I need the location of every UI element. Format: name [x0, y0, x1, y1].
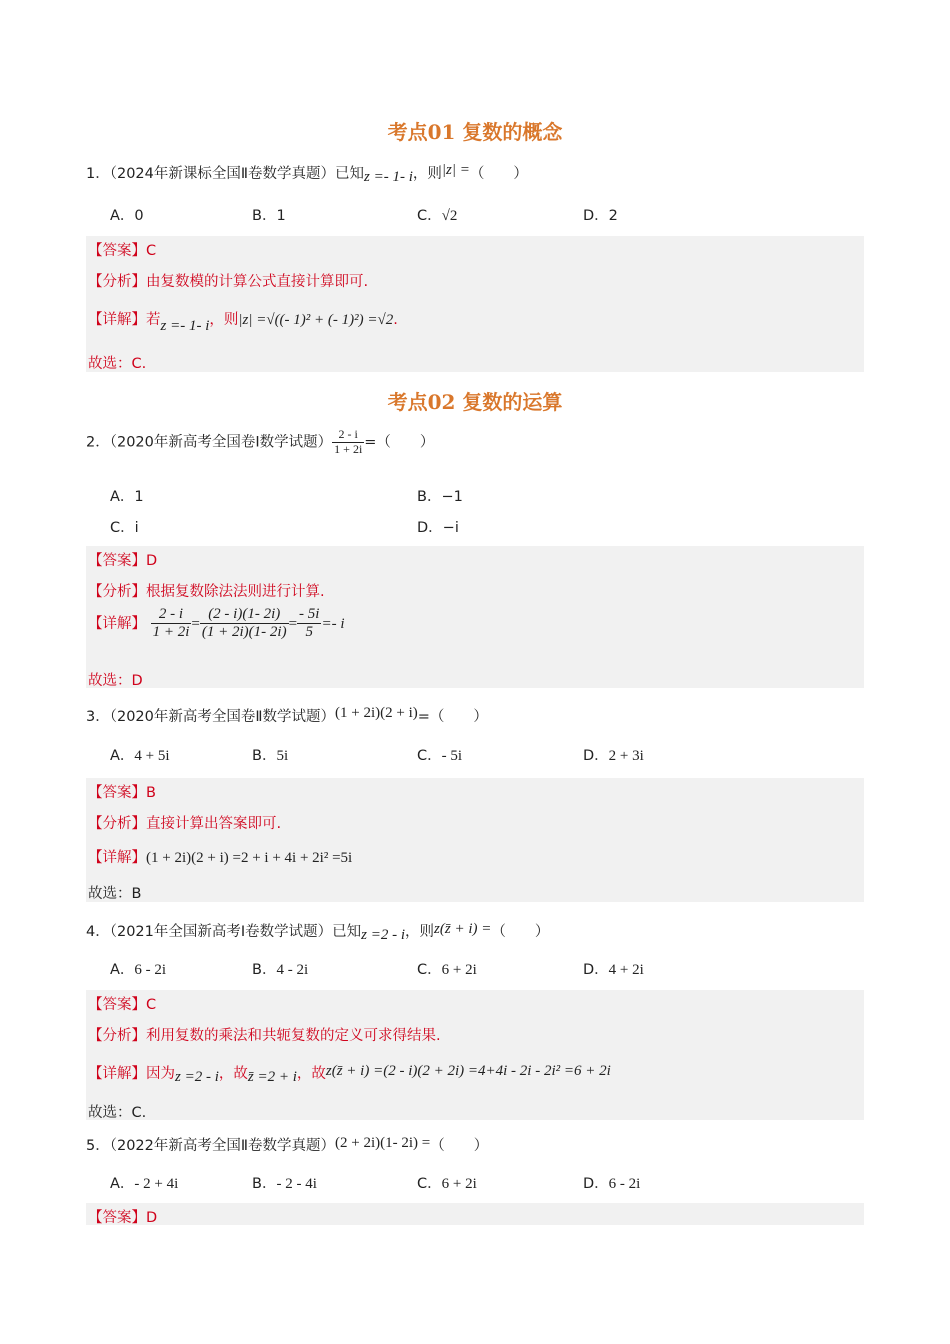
question-source: （2022年新高考全国Ⅱ卷数学真题）: [109, 1138, 336, 1154]
question-source: （2020年新高考全国卷Ⅰ数学试题）: [109, 434, 333, 451]
option-c[interactable]: C．i: [110, 520, 139, 536]
option-b[interactable]: B．- 2 - 4i: [252, 1176, 317, 1192]
question-number: 3．: [86, 709, 110, 725]
math-expression: z =- 1- i: [364, 169, 413, 185]
fraction: $\frac{2 - i}{1 + 2i}$: [152, 606, 190, 641]
math-expression: (1 + 2i)(2 + i): [335, 705, 418, 721]
option-c[interactable]: C．6 + 2i: [417, 962, 477, 978]
option-c[interactable]: C．- 5i: [417, 748, 463, 764]
option-b[interactable]: B．1: [252, 208, 286, 224]
math-expression: (2 + 2i)(1- 2i) =: [335, 1135, 431, 1151]
math-expression: z =2 - i: [361, 927, 406, 943]
detail-line: 【详解】 $\frac{2 - i}{1 + 2i}$ = $\frac{(2 - i)(1- 2i)}{(1 + 2i)(1- 2i)}$ = $\frac{- 5i}{5}$ =- i: [88, 606, 345, 641]
option-d[interactable]: D．4 + 2i: [583, 962, 644, 978]
question-4: 4．（2021年全国新高考Ⅰ卷数学试题）已知z =2 - i，则z(z̄ + i) =（ ）: [86, 921, 550, 943]
option-a[interactable]: A．- 2 + 4i: [110, 1176, 179, 1192]
question-2: 2．（2020年新高考全国卷Ⅰ数学试题） $\frac{2 - i}{1 + 2i}$ =（ ）: [86, 427, 435, 456]
solution-box-2: [86, 546, 864, 688]
option-d[interactable]: D．−i: [417, 520, 459, 536]
answer-line: 【答案】D: [88, 1210, 158, 1226]
answer-line: 【答案】B: [88, 785, 156, 801]
answer-line: 【答案】D: [88, 553, 158, 569]
option-a[interactable]: A．4 + 5i: [110, 748, 170, 764]
option-d[interactable]: D．2: [583, 208, 618, 224]
section-title-2: 考点02 复数的运算: [387, 390, 563, 414]
math-expression: |z| =: [441, 162, 470, 178]
option-c[interactable]: C．6 + 2i: [417, 1176, 477, 1192]
question-source: （2020年新高考全国卷Ⅱ数学试题）: [109, 709, 336, 725]
solution-box-4: [86, 990, 864, 1120]
option-b[interactable]: B．−1: [417, 489, 463, 505]
option-a[interactable]: A．6 - 2i: [110, 962, 167, 978]
detail-line: 【详解】若z =- 1- i，则|z| =√((- 1)² + (- 1)²) =√2.: [88, 312, 398, 334]
question-5: 5．（2022年新高考全国Ⅱ卷数学真题）(2 + 2i)(1- 2i) =（ ）: [86, 1135, 489, 1154]
section-title-1: 考点01 复数的概念: [387, 120, 563, 144]
answer-line: 【答案】C: [88, 997, 157, 1013]
option-a[interactable]: A．1: [110, 489, 144, 505]
question-number: 2．: [86, 434, 110, 451]
option-d[interactable]: D．6 - 2i: [583, 1176, 641, 1192]
detail-line: 【详解】(1 + 2i)(2 + i) =2 + i + 4i + 2i² =5i: [88, 850, 353, 866]
choose-line: 故选：C.: [88, 1105, 147, 1121]
question-3: 3．（2020年新高考全国卷Ⅱ数学试题）(1 + 2i)(2 + i)=（ ）: [86, 705, 488, 725]
analysis-line: 【分析】由复数模的计算公式直接计算即可.: [88, 274, 369, 290]
question-source: （2024年新课标全国Ⅱ卷数学真题）已知: [109, 166, 365, 182]
option-b[interactable]: B．5i: [252, 748, 289, 764]
option-b[interactable]: B．4 - 2i: [252, 962, 309, 978]
question-1: 1．（2024年新课标全国Ⅱ卷数学真题）已知z =- 1- i，则|z| =（ ）: [86, 162, 528, 185]
analysis-line: 【分析】根据复数除法法则进行计算.: [88, 584, 325, 600]
option-c[interactable]: C．√2: [417, 208, 458, 224]
fraction: $\frac{2 - i}{1 + 2i}$: [334, 427, 363, 456]
option-a[interactable]: A．0: [110, 208, 144, 224]
question-number: 5．: [86, 1138, 110, 1154]
fraction: $\frac{(2 - i)(1- 2i)}{(1 + 2i)(1- 2i)}$: [201, 606, 287, 641]
fraction: $\frac{- 5i}{5}$: [299, 606, 320, 641]
choose-line: 故选：D: [88, 673, 143, 689]
solution-box-3: [86, 778, 864, 902]
analysis-line: 【分析】利用复数的乘法和共轭复数的定义可求得结果.: [88, 1028, 441, 1044]
question-number: 1．: [86, 166, 110, 182]
math-expression: z(z̄ + i) =: [434, 921, 492, 937]
detail-line: 【详解】因为z =2 - i，故z̄ =2 + i，故z(z̄ + i) =(2 - i)(2 + 2i) =4+4i - 2i - 2i² =6 + 2i: [88, 1063, 611, 1085]
answer-line: 【答案】C: [88, 243, 157, 259]
question-source: （2021年全国新高考Ⅰ卷数学试题）已知: [109, 924, 362, 940]
solution-box-5: [86, 1203, 864, 1225]
option-d[interactable]: D．2 + 3i: [583, 748, 644, 764]
analysis-line: 【分析】直接计算出答案即可.: [88, 816, 282, 832]
question-number: 4．: [86, 924, 110, 940]
solution-box-1: [86, 236, 864, 372]
choose-line: 故选：C.: [88, 356, 147, 372]
choose-line: 故选：B: [88, 886, 142, 902]
